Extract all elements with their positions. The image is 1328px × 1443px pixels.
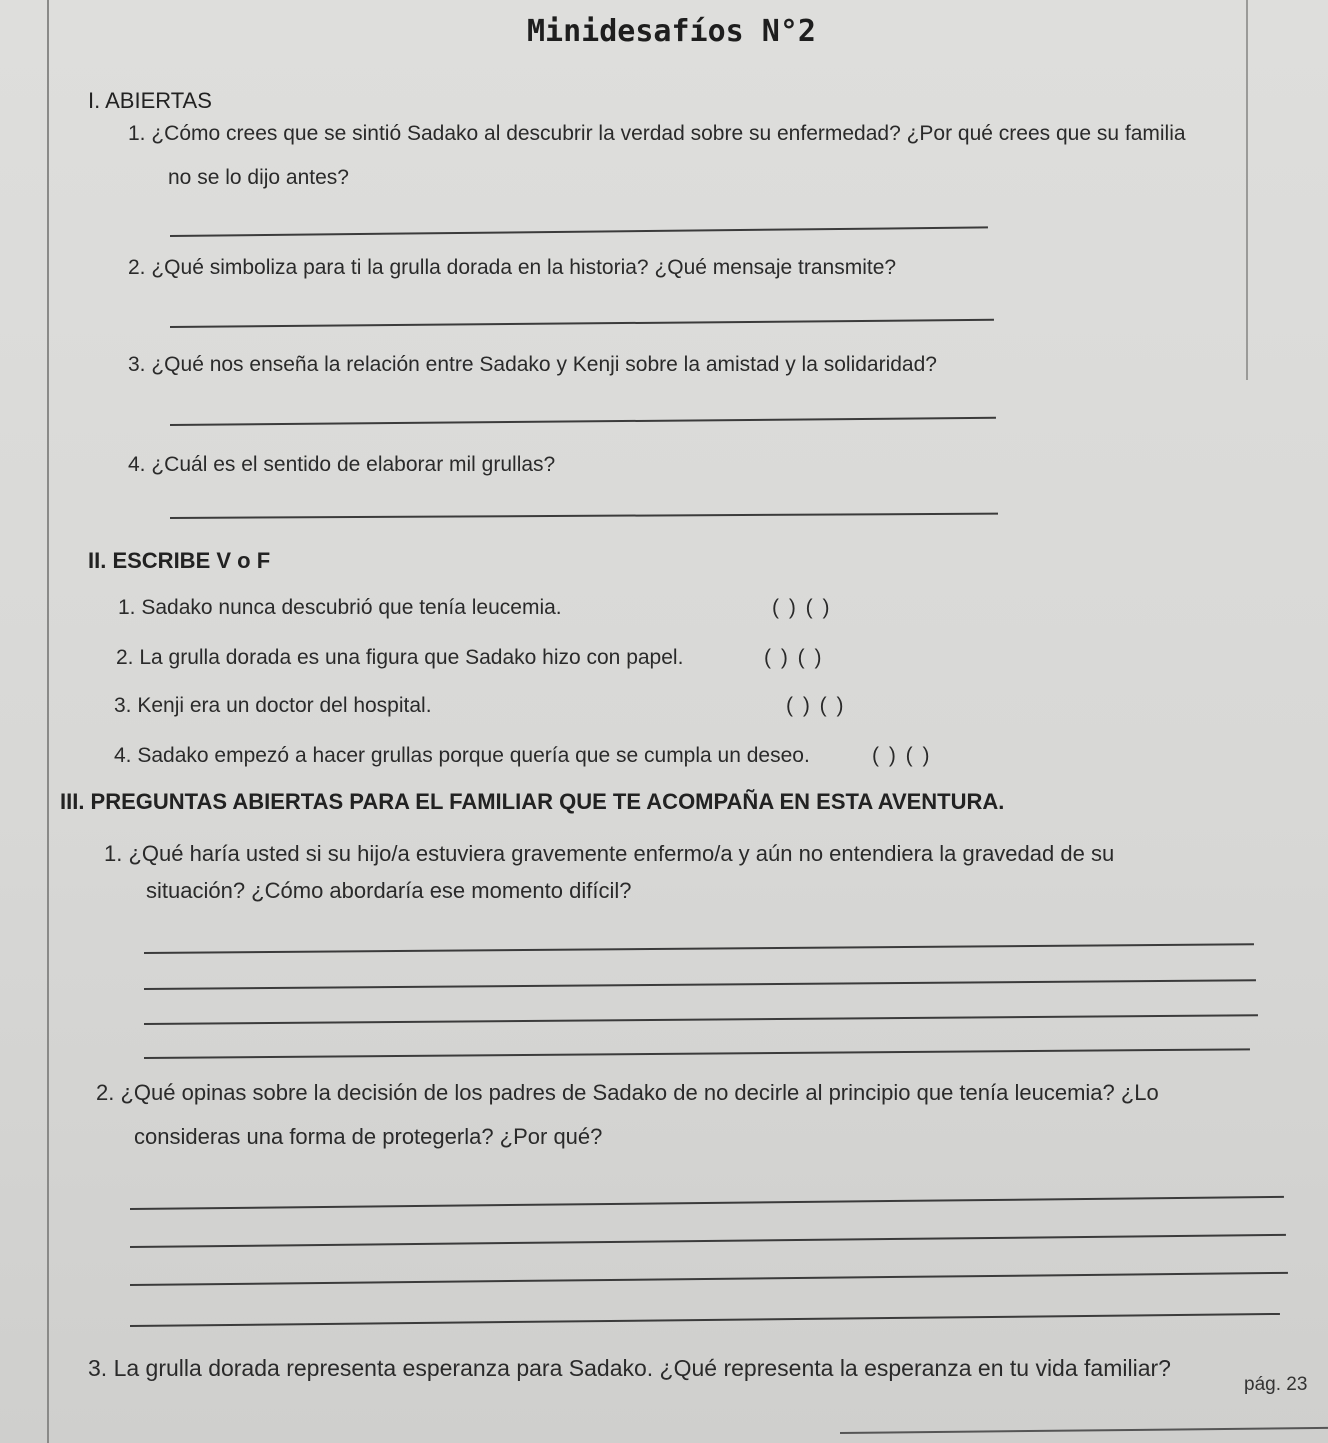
tf-item-2-boxes[interactable]: ( ) ( ) xyxy=(764,646,824,669)
section-2-heading: II. ESCRIBE V o F xyxy=(88,548,271,573)
right-margin-line xyxy=(1246,0,1248,380)
section-3-heading: III. PREGUNTAS ABIERTAS PARA EL FAMILIAR QUE TE ACOMPAÑA EN ESTA AVENTURA. xyxy=(60,789,1005,814)
s1-answer-line-4[interactable] xyxy=(170,513,998,519)
s3-q1-answer-line-3[interactable] xyxy=(144,1014,1258,1024)
s1-question-3: 3. ¿Qué nos enseña la relación entre Sadako y Kenji sobre la amistad y la solidaridad? xyxy=(128,353,937,376)
tf-item-3-boxes[interactable]: ( ) ( ) xyxy=(786,694,846,717)
s3-question-1-line-2: situación? ¿Cómo abordaría ese momento difícil? xyxy=(146,878,632,903)
tf-item-4-boxes[interactable]: ( ) ( ) xyxy=(872,744,932,767)
s3-q2-answer-line-1[interactable] xyxy=(130,1196,1284,1210)
tf-item-3: 3. Kenji era un doctor del hospital. xyxy=(114,694,432,717)
tf-item-1-boxes[interactable]: ( ) ( ) xyxy=(772,596,832,619)
s1-question-1-line-2: no se lo dijo antes? xyxy=(168,166,349,189)
tf-item-1: 1. Sadako nunca descubrió que tenía leucemia. xyxy=(118,596,562,619)
page-number: pág. 23 xyxy=(1244,1374,1308,1395)
page-title: Minidesafíos N°2 xyxy=(527,14,816,49)
tf-item-2: 2. La grulla dorada es una figura que Sadako hizo con papel. xyxy=(116,646,684,669)
s1-answer-line-2[interactable] xyxy=(170,319,994,328)
s3-question-2-line-1: 2. ¿Qué opinas sobre la decisión de los padres de Sadako de no decirle al principio que tenía leucemia? ¿Lo xyxy=(96,1080,1159,1105)
s1-question-1-line-1: 1. ¿Cómo crees que se sintió Sadako al descubrir la verdad sobre su enfermedad? ¿Por qué crees que su familia xyxy=(128,122,1186,145)
left-margin-line xyxy=(47,0,49,1443)
s3-q2-answer-line-2[interactable] xyxy=(130,1234,1286,1248)
s3-q2-answer-line-3[interactable] xyxy=(130,1272,1288,1286)
s3-question-2-line-2: consideras una forma de protegerla? ¿Por qué? xyxy=(134,1124,603,1149)
s3-q1-answer-line-1[interactable] xyxy=(144,943,1254,953)
s3-q1-answer-line-4[interactable] xyxy=(144,1048,1250,1058)
s1-question-4: 4. ¿Cuál es el sentido de elaborar mil grullas? xyxy=(128,453,556,476)
section-1-heading: I. ABIERTAS xyxy=(88,88,212,113)
tf-item-4: 4. Sadako empezó a hacer grullas porque quería que se cumpla un deseo. xyxy=(114,744,810,767)
s1-answer-line-3[interactable] xyxy=(170,417,996,426)
s3-question-1-line-1: 1. ¿Qué haría usted si su hijo/a estuviera gravemente enfermo/a y aún no entendiera la gravedad de su xyxy=(104,841,1115,866)
s3-q1-answer-line-2[interactable] xyxy=(144,979,1256,989)
s3-question-3: 3. La grulla dorada representa esperanza para Sadako. ¿Qué representa la esperanza en tu vida familiar? xyxy=(88,1355,1171,1381)
s1-question-2: 2. ¿Qué simboliza para ti la grulla dorada en la historia? ¿Qué mensaje transmite? xyxy=(128,256,897,279)
s3-q2-answer-line-4[interactable] xyxy=(130,1313,1280,1327)
s3-q3-answer-line[interactable] xyxy=(840,1427,1328,1434)
s1-answer-line-1[interactable] xyxy=(170,226,988,236)
